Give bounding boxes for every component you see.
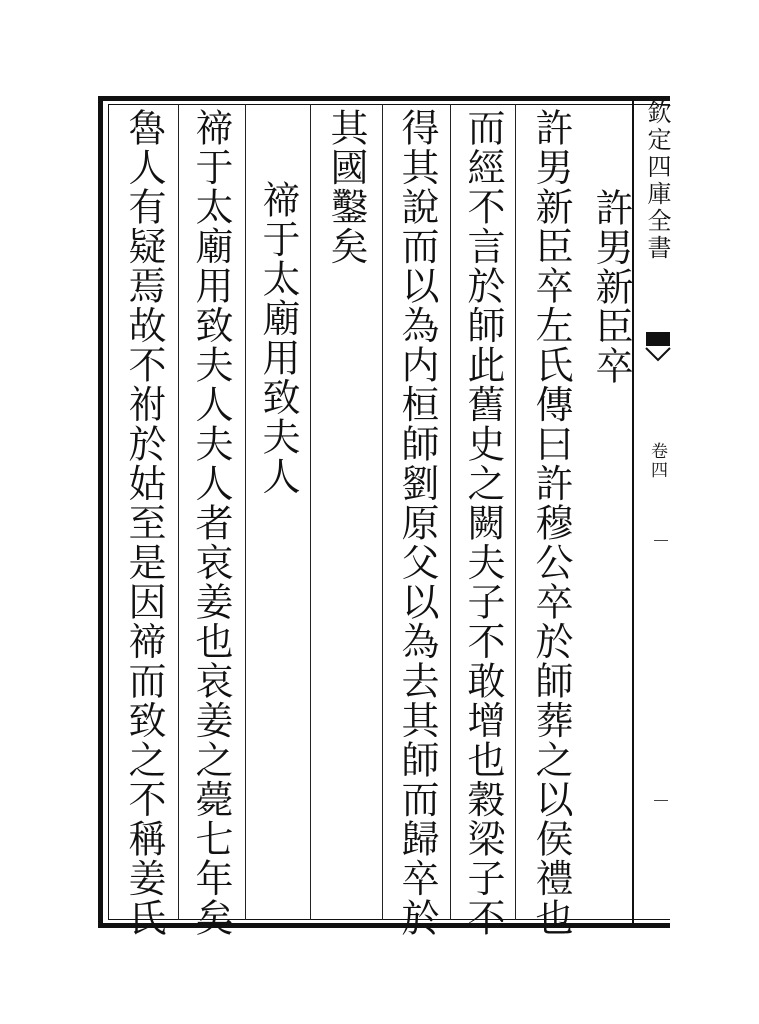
column-rule xyxy=(382,104,383,920)
margin-tick xyxy=(654,540,668,541)
column-rule xyxy=(515,104,516,920)
margin-tick xyxy=(654,800,668,801)
text-column: 許男新臣卒左氏傳曰許穆公卒於師葬之以侯禮也 xyxy=(529,108,573,938)
fishtail-mark-icon xyxy=(644,330,672,366)
juan-number: 卷四 xyxy=(647,442,667,480)
heading-column: 禘于太廟用致夫人 xyxy=(256,180,300,496)
text-column: 其國鑿矣 xyxy=(324,108,368,266)
text-column: 而經不言於師此舊史之闕夫子不敢增也穀梁子不 xyxy=(461,108,505,938)
heading-column: 許男新臣卒 xyxy=(589,188,633,386)
text-column: 禘于太廟用致夫人夫人者哀姜也哀姜之薨七年矣 xyxy=(189,108,233,938)
text-column: 魯人有疑焉故不祔於姑至是因禘而致之不稱姜氏 xyxy=(122,108,166,938)
column-rule xyxy=(450,104,451,920)
column-rule xyxy=(178,104,179,920)
book-title: 欽定四庫全書 xyxy=(643,100,671,262)
column-rule xyxy=(245,104,246,920)
text-column: 得其說而以為内桓師劉原父以為去其師而歸卒於 xyxy=(395,108,439,938)
column-rule xyxy=(310,104,311,920)
